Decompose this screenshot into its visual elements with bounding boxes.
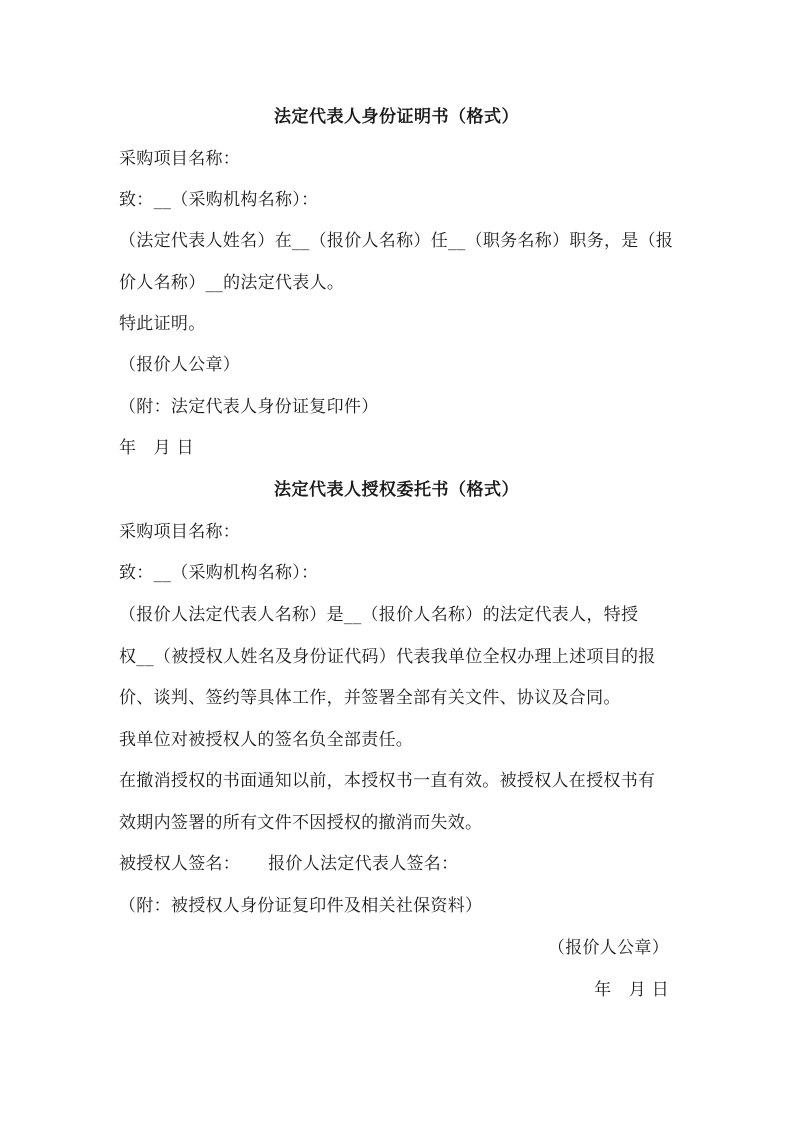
section2-attachment: （附：被授权人身份证复印件及相关社保资料） [119,896,483,916]
section1-project-label: 采购项目名称： [119,149,241,169]
section1-certify: 特此证明。 [119,314,206,334]
section1-attachment: （附：法定代表人身份证复印件） [119,397,379,417]
section1-body-line-2: 价人名称）__的法定代表人。 [119,273,345,293]
section2-seal: （报价人公章） [547,938,669,958]
section1-title: 法定代表人身份证明书（格式） [274,107,519,127]
legal-rep-signature-label: 报价人法定代表人签名： [268,854,459,874]
section1-seal: （报价人公章） [119,355,241,375]
section2-body-line-3: 价、谈判、签约等具体工作，并签署全部有关文件、协议及合同。 [119,688,621,708]
section2-to-line: 致：__（采购机构名称）： [119,563,319,583]
section2-validity-line-1: 在撤消授权的书面通知以前，本授权书一直有效。被授权人在授权书有 [119,771,656,791]
section2-responsibility: 我单位对被授权人的签名负全部责任。 [119,730,414,750]
section2-title: 法定代表人授权委托书（格式） [274,480,519,500]
section1-body-line-1: （法定代表人姓名）在__（报价人名称）任__（职务名称）职务，是（报 [119,231,674,251]
section1-date: 年 月 日 [119,438,194,458]
section2-signature-line [119,853,458,875]
section2-body-line-2: 权__（被授权人姓名及身份证代码）代表我单位全权办理上述项目的报 [119,647,656,667]
section2-project-label: 采购项目名称： [119,522,241,542]
section2-body-line-1: （报价人法定代表人名称）是__（报价人名称）的法定代表人，特授 [119,605,639,625]
section1-to-line: 致：__（采购机构名称）： [119,190,319,210]
authorized-signature-label: 被授权人签名： [119,854,241,874]
section2-validity-line-2: 效期内签署的所有文件不因授权的撤消而失效。 [119,813,483,833]
section2-date: 年 月 日 [594,980,669,1000]
